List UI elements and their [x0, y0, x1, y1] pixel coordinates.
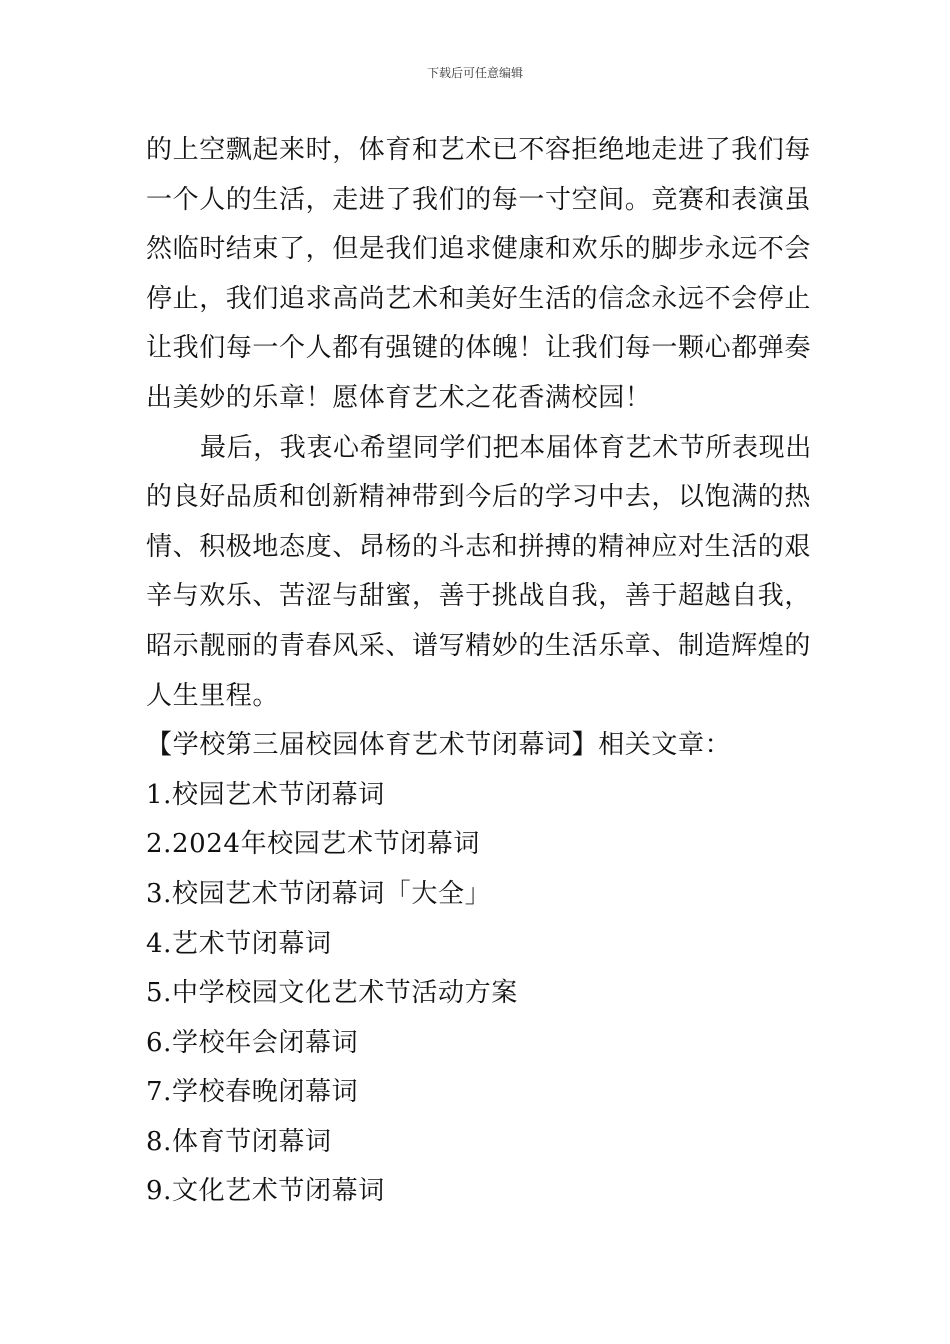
related-article-link[interactable]: 8.体育节闭幕词 — [146, 1126, 332, 1157]
related-article-link[interactable]: 7.学校春晚闭幕词 — [146, 1077, 359, 1108]
paragraph-line: 让我们每一个人都有强键的体魄！让我们每一颗心都弹奏 — [146, 333, 812, 364]
paragraph-line: 然临时结束了，但是我们追求健康和欢乐的脚步永远不会 — [146, 234, 812, 265]
paragraph-line: 出美妙的乐章！愿体育艺术之花香满校园！ — [146, 382, 652, 413]
related-article-link[interactable]: 6.学校年会闭幕词 — [146, 1027, 359, 1058]
paragraph-line: 情、积极地态度、昂杨的斗志和拼搏的精神应对生活的艰 — [146, 531, 812, 562]
related-articles-list — [146, 771, 806, 1217]
related-article-link[interactable]: 5.中学校园文化艺术节活动方案 — [146, 978, 518, 1009]
related-article-link[interactable]: 9.文化艺术节闭幕词 — [146, 1176, 385, 1207]
paragraph-line: 一个人的生活，走进了我们的每一寸空间。竞赛和表演虽 — [146, 184, 812, 215]
paragraph-line: 辛与欢乐、苦涩与甜蜜，善于挑战自我，善于超越自我， — [146, 581, 812, 612]
related-article-link[interactable]: 1.校园艺术节闭幕词 — [146, 779, 385, 810]
related-articles-heading: 【学校第三届校园体育艺术节闭幕词】相关文章： — [146, 730, 732, 761]
paragraph-final-wishes — [146, 424, 812, 722]
related-article-link[interactable]: 2.2024年校园艺术节闭幕词 — [146, 829, 480, 860]
paragraph-closing-remarks — [146, 126, 812, 424]
page-header: 下载后可任意编辑 — [426, 66, 523, 80]
paragraph-line: 的良好品质和创新精神带到今后的学习中去，以饱满的热 — [146, 482, 812, 513]
paragraph-line: 停止，我们追求高尚艺术和美好生活的信念永远不会停止 — [146, 283, 812, 314]
related-article-link[interactable]: 4.艺术节闭幕词 — [146, 928, 332, 959]
paragraph-line: 最后，我衷心希望同学们把本届体育艺术节所表现出 — [200, 432, 812, 463]
document-body — [146, 126, 812, 1217]
paragraph-line: 昭示靓丽的青春风采、谱写精妙的生活乐章、制造辉煌的 — [146, 630, 812, 661]
paragraph-line: 的上空飘起来时，体育和艺术已不容拒绝地走进了我们每 — [146, 135, 812, 165]
paragraph-line: 人生里程。 — [146, 680, 280, 711]
related-article-link[interactable]: 3.校园艺术节闭幕词「大全」 — [146, 878, 492, 909]
